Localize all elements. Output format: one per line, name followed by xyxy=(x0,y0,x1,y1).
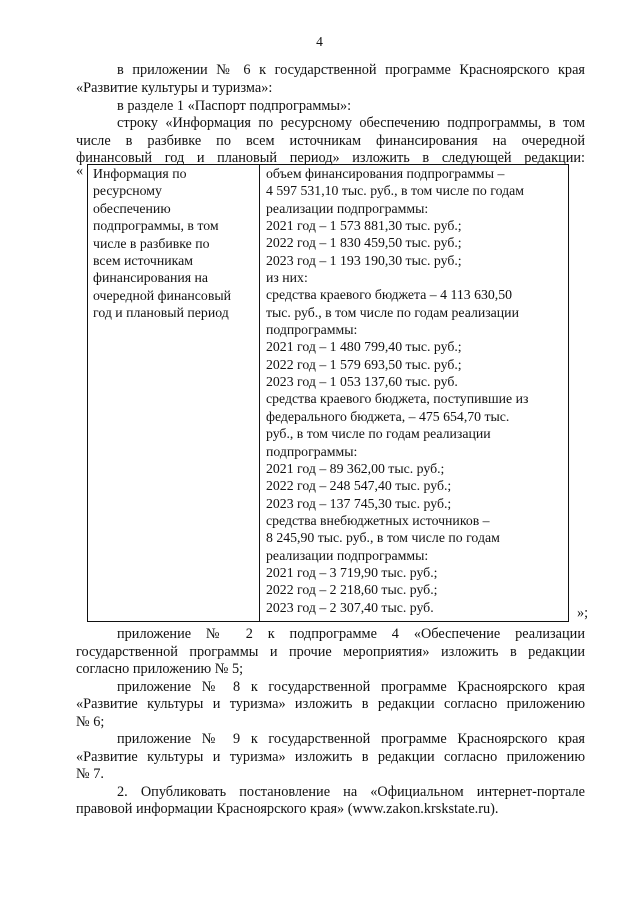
right-cell-line: 2021 год – 3 719,90 тыс. руб.; xyxy=(266,564,438,580)
right-cell-line: 2023 год – 1 053 137,60 тыс. руб. xyxy=(266,374,458,390)
right-cell-line: 2021 год – 1 480 799,40 тыс. руб.; xyxy=(266,339,462,355)
right-cell-line: руб., в том числе по годам реализации xyxy=(266,426,491,442)
left-cell-line: ресурсному xyxy=(93,183,162,199)
right-cell-line: реализации подпрограммы: xyxy=(266,547,429,563)
appendix-9-line-2: «Развитие культуры и туризма» изложить в редакции согласно приложению xyxy=(76,749,585,765)
left-cell-line: всем источникам xyxy=(93,253,193,269)
left-cell-line: Информация по xyxy=(93,166,187,181)
funding-table xyxy=(87,164,569,622)
right-cell-line: 2023 год – 137 745,30 тыс. руб.; xyxy=(266,495,452,511)
table-open-quote: « xyxy=(76,163,84,179)
appendix-2-line-3: согласно приложению № 5; xyxy=(76,661,244,677)
appendix-9-line-1: приложение № 9 к государственной программе Красноярского края xyxy=(117,731,585,747)
appendix-8-line-2: «Развитие культуры и туризма» изложить в редакции согласно приложению xyxy=(76,696,585,712)
left-cell-line: числе в разбивке по xyxy=(93,235,210,251)
right-cell-line: 2023 год – 2 307,40 тыс. руб. xyxy=(266,599,434,615)
right-cell-line: 4 597 531,10 тыс. руб., в том числе по годам xyxy=(266,183,524,199)
table-left-cell xyxy=(93,165,258,322)
left-cell-line: год и плановый период xyxy=(93,305,229,321)
table-right-cell xyxy=(266,165,566,616)
right-cell-line: реализации подпрограммы: xyxy=(266,200,429,216)
right-cell-line: 2021 год – 89 362,00 тыс. руб.; xyxy=(266,460,445,476)
appendix-2-line-1: приложение № 2 к подпрограмме 4 «Обеспечение реализации xyxy=(117,626,585,642)
intro-line-2: «Развитие культуры и туризма»: xyxy=(76,80,273,96)
right-cell-line: подпрограммы: xyxy=(266,322,358,338)
intro-line-4: строку «Информация по ресурсному обеспечению подпрограммы, в том xyxy=(117,115,585,131)
right-cell-line: 2022 год – 1 579 693,50 тыс. руб.; xyxy=(266,356,462,372)
appendix-9-line-3: № 7. xyxy=(76,766,104,782)
right-cell-line: 2022 год – 1 830 459,50 тыс. руб.; xyxy=(266,235,462,251)
intro-line-3: в разделе 1 «Паспорт подпрограммы»: xyxy=(117,98,352,114)
right-cell-line: 2022 год – 248 547,40 тыс. руб.; xyxy=(266,478,452,494)
left-cell-line: очередной финансовый xyxy=(93,287,231,303)
appendix-2-line-2: государственной программы и прочие мероприятия» изложить в редакции xyxy=(76,644,585,660)
intro-line-5: числе в разбивке по всем источникам финансирования на очередной xyxy=(76,133,585,149)
right-cell-line: средства внебюджетных источников – xyxy=(266,512,490,528)
intro-line-1: в приложении № 6 к государственной программе Красноярского края xyxy=(117,62,585,78)
left-cell-line: подпрограммы, в том xyxy=(93,218,219,234)
right-cell-line: из них: xyxy=(266,270,308,286)
intro-line-6: финансовый год и плановый период» изложить в следующей редакции: xyxy=(76,150,585,166)
table-close-quote: »; xyxy=(577,605,589,621)
page-number: 4 xyxy=(316,34,323,49)
right-cell-line: 2021 год – 1 573 881,30 тыс. руб.; xyxy=(266,218,462,234)
right-cell-line: подпрограммы: xyxy=(266,443,358,459)
right-cell-line: объем финансирования подпрограммы – xyxy=(266,166,505,181)
publish-line-2: правовой информации Красноярского края» (www.zakon.krskstate.ru). xyxy=(76,801,499,817)
left-cell-line: обеспечению xyxy=(93,200,171,216)
right-cell-line: 8 245,90 тыс. руб., в том числе по годам xyxy=(266,530,500,546)
table-column-divider xyxy=(259,165,260,621)
right-cell-line: средства краевого бюджета – 4 113 630,50 xyxy=(266,287,513,303)
publish-line-1: 2. Опубликовать постановление на «Официальном интернет-портале xyxy=(117,784,585,800)
right-cell-line: тыс. руб., в том числе по годам реализации xyxy=(266,304,519,320)
appendix-8-line-1: приложение № 8 к государственной программе Красноярского края xyxy=(117,679,585,695)
right-cell-line: 2023 год – 1 193 190,30 тыс. руб.; xyxy=(266,252,462,268)
appendix-8-line-3: № 6; xyxy=(76,714,105,730)
right-cell-line: федерального бюджета, – 475 654,70 тыс. xyxy=(266,408,510,424)
right-cell-line: средства краевого бюджета, поступившие из xyxy=(266,391,529,407)
right-cell-line: 2022 год – 2 218,60 тыс. руб.; xyxy=(266,582,438,598)
left-cell-line: финансирования на xyxy=(93,270,209,286)
